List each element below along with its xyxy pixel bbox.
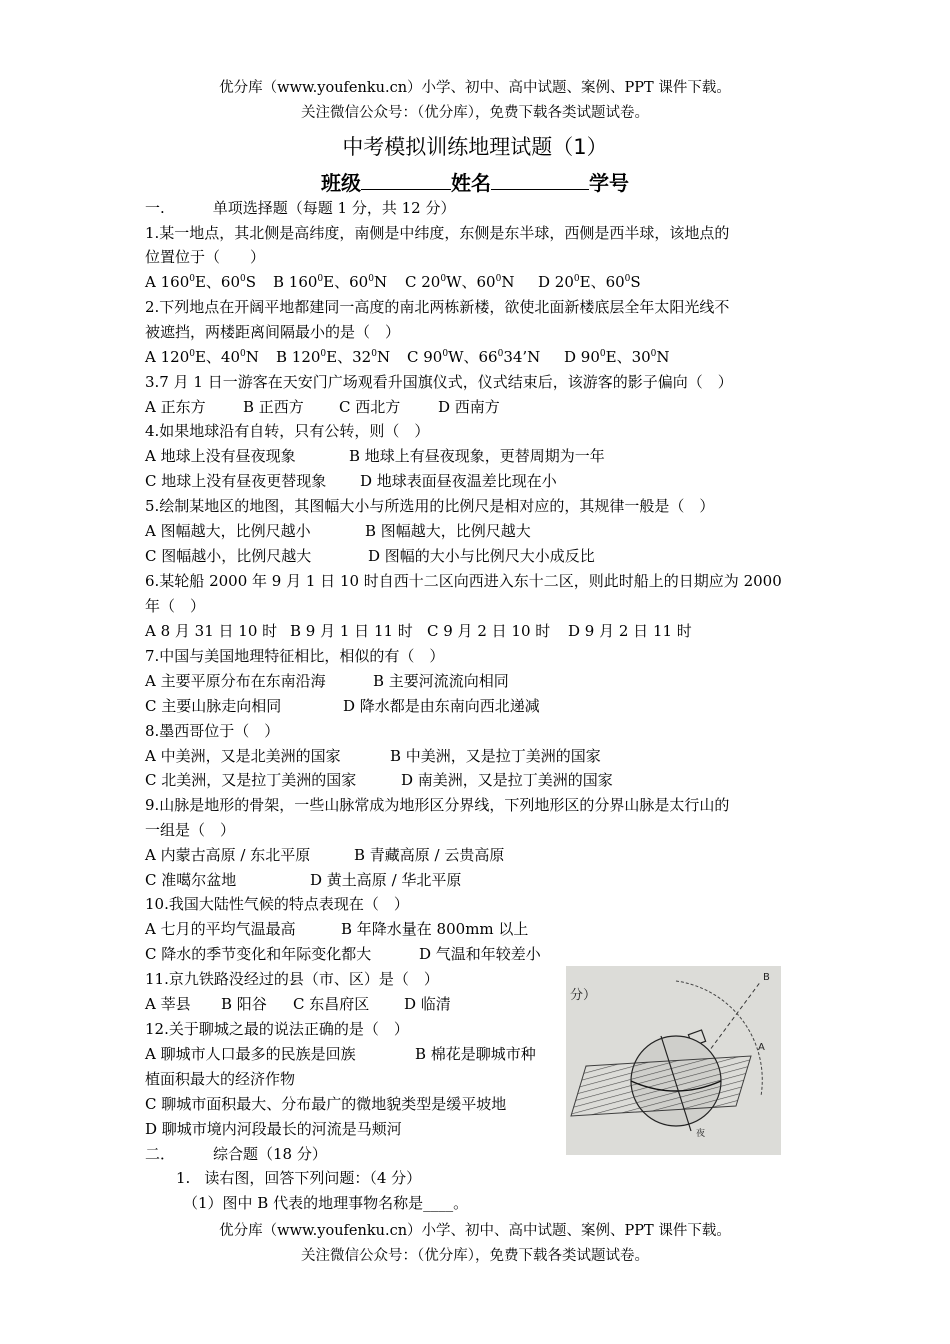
option-b[interactable]: B 阳谷 [221,995,267,1013]
option-a[interactable]: A $160^0E$、$60^0S$ [145,273,257,291]
option-b[interactable]: B $120^0E$、$32^0N$ [276,348,391,366]
question-7-line-1: 7.中国与美国地理特征相比，相似的有（ ） [145,647,445,665]
question-text: 读右图，回答下列问题：（4 分） [204,1169,422,1187]
earth-illumination-figure [566,966,781,1155]
class-blank[interactable] [361,171,451,190]
option-d[interactable]: D 9 月 2 日 11 时 [568,622,692,640]
question-5-line-1: 5.绘制某地区的地图，其图幅大小与所选用的比例尺是相对应的，其规律一般是（ ） [145,497,715,515]
option-c[interactable]: C 准噶尔盆地 [145,871,237,889]
option-d[interactable]: D 图幅的大小与比例尺大小成反比 [368,547,595,565]
question-6-line-2: 年（ ） [145,597,206,615]
question-12-options-row-1 [145,1043,536,1064]
option-a[interactable]: A 七月的平均气温最高 [145,920,296,938]
question-1-options [145,271,641,292]
class-label: 班级 [321,171,361,195]
section-title: 综合题（18 分） [213,1145,327,1163]
question-3-line-1: 3.7 月 1 日一游客在天安门广场观看升国旗仪式，仪式结束后，该游客的影子偏向（ ） [145,373,733,391]
option-b[interactable]: B 地球上有昼夜现象，更替周期为一年 [349,447,605,465]
question-6-options [145,620,692,641]
question-11-options [145,993,451,1014]
question-9-options-row-2 [145,869,461,890]
option-c[interactable]: C 9 月 2 日 10 时 [427,622,551,640]
option-c[interactable]: C 北美洲，又是拉丁美洲的国家 [145,771,357,789]
option-a[interactable]: A 地球上没有昼夜现象 [145,447,296,465]
question-9-line-1: 9.山脉是地形的骨架，一些山脉常成为地形区分界线，下列地形区的分界山脉是太行山的 [145,796,730,814]
question-4-options-row-2 [145,470,557,491]
section-number: 一. [145,199,165,217]
option-b[interactable]: B 图幅越大，比例尺越大 [365,522,531,540]
question-8-options-row-1 [145,745,601,766]
student-info-line [0,167,950,196]
option-c[interactable]: C 地球上没有昼夜更替现象 [145,472,327,490]
option-b[interactable]: B 正西方 [243,398,304,416]
question-5-options-row-2 [145,545,595,566]
question-7-options-row-2 [145,695,540,716]
option-d[interactable]: D 临清 [404,995,451,1013]
figure-drawing [566,966,781,1155]
option-c[interactable]: C 西北方 [339,398,401,416]
header-line-2: 关注微信公众号：（优分库），免费下载各类试题试卷。 [301,105,649,121]
option-d[interactable]: D 黄土高原 / 华北平原 [310,871,462,889]
footer-line-2: 关注微信公众号：（优分库），免费下载各类试题试卷。 [301,1248,649,1264]
id-label: 学号 [589,171,629,195]
label-b: B [763,972,770,983]
question-8-line-1: 8.墨西哥位于（ ） [145,722,280,740]
option-c[interactable]: C 降水的季节变化和年际变化都大 [145,945,372,963]
question-7-options-row-1 [145,670,509,691]
option-d[interactable]: D 降水都是由东南向西北递减 [343,697,540,715]
option-a[interactable]: A 正东方 [145,398,206,416]
question-2-line-1: 2.下列地点在开阔平地都建同一高度的南北两栋新楼，欲使北面新楼底层全年太阳光线不 [145,298,730,316]
option-c[interactable]: C 主要山脉走向相同 [145,697,282,715]
question-10-line-1: 10.我国大陆性气候的特点表现在（ ） [145,895,409,913]
header-line-1: 优分库（www.youfenku.cn）小学、初中、高中试题、案例、PPT 课件下载。 [219,80,731,96]
name-label: 姓名 [451,171,491,195]
question-9-options-row-1 [145,844,504,865]
question-number: 1. [176,1169,191,1187]
option-a[interactable]: A $120^0E$、$40^0N$ [145,348,259,366]
section-title: 单项选择题（每题 1 分，共 12 分） [212,199,456,217]
option-c[interactable]: C 东昌府区 [293,995,370,1013]
option-c[interactable]: C $20^0W$、$60^0N$ [405,273,515,291]
question-2-options [145,346,670,367]
option-d[interactable]: D 气温和年较差小 [419,945,541,963]
section-1-heading [145,197,456,218]
label-night: 夜 [696,1129,706,1139]
option-c[interactable]: C $90^0W$、$66^034’N$ [407,348,541,366]
option-d[interactable]: D 南美洲，又是拉丁美洲的国家 [401,771,613,789]
option-a[interactable]: A 主要平原分布在东南沿海 [145,672,326,690]
question-5-options-row-1 [145,520,531,541]
option-b[interactable]: B 年降水量在 800mm 以上 [341,920,529,938]
section-2-heading [145,1143,327,1164]
footer-line-1: 优分库（www.youfenku.cn）小学、初中、高中试题、案例、PPT 课件下载。 [219,1223,731,1239]
option-d[interactable]: D 西南方 [438,398,500,416]
question-4-line-1: 4.如果地球沿有自转，只有公转，则（ ） [145,422,430,440]
option-b[interactable]: B 中美洲，又是拉丁美洲的国家 [390,747,601,765]
option-b[interactable]: B 主要河流流向相同 [373,672,509,690]
section-number: 二． [145,1145,176,1163]
name-blank[interactable] [491,171,589,190]
question-12-line-1: 12.关于聊城之最的说法正确的是（ ） [145,1020,409,1038]
question-11-line-1: 11.京九铁路没经过的县（市、区）是（ ） [145,970,439,988]
question-10-options-row-1 [145,918,528,939]
question-12-option-b-continued: 植面积最大的经济作物 [145,1070,296,1088]
option-a[interactable]: A 聊城市人口最多的民族是回族 [145,1045,356,1063]
question-2-line-2: 被遮挡，两楼距离间隔最小的是（ ） [145,323,401,341]
question-9-line-2: 一组是（ ） [145,821,236,839]
question-3-options [145,396,500,417]
question-10-options-row-2 [145,943,541,964]
option-b[interactable]: B 青藏高原 / 云贵高原 [354,846,505,864]
option-b[interactable]: B $160^0E$、$60^0N$ [273,273,388,291]
figure-corner-label: 分） [570,988,597,1003]
question-1-line-2: 位置位于（ ） [145,248,266,266]
question-4-options-row-1 [145,445,605,466]
option-d[interactable]: D 聊城市境内河段最长的河流是马颊河 [145,1120,402,1138]
question-1-line-1: 1.某一地点，其北侧是高纬度，南侧是中纬度，东侧是东半球，西侧是西半球，该地点的 [145,224,730,242]
comprehensive-question-1-sub-1: （1）图中 B 代表的地理事物名称是____。 [183,1194,469,1212]
label-a: A [758,1042,765,1053]
question-6-line-1: 6.某轮船 2000 年 9 月 1 日 10 时自西十二区向西进入东十二区，则此时船上的日期应为 2000 [145,572,782,590]
page-title: 中考模拟训练地理试题（1） [342,135,608,159]
question-8-options-row-2 [145,769,613,790]
option-c[interactable]: C 聊城市面积最大、分布最广的微地貌类型是缓平坡地 [145,1095,507,1113]
option-d[interactable]: D $20^0E$、$60^0S$ [538,273,641,291]
option-c[interactable]: C 图幅越小，比例尺越大 [145,547,312,565]
option-d[interactable]: D $90^0E$、$30^0N$ [564,348,670,366]
option-b[interactable]: B 棉花是聊城市种 [415,1045,536,1063]
option-a[interactable]: A 图幅越大，比例尺越小 [145,522,311,540]
option-a[interactable]: A 莘县 [145,995,191,1013]
option-d[interactable]: D 地球表面昼夜温差比现在小 [360,472,557,490]
comprehensive-question-1 [176,1167,421,1188]
option-b[interactable]: B 9 月 1 日 11 时 [290,622,413,640]
shaded-plane [571,1056,751,1116]
option-a[interactable]: A 中美洲，又是北美洲的国家 [145,747,341,765]
option-a[interactable]: A 8 月 31 日 10 时 [145,622,278,640]
option-a[interactable]: A 内蒙古高原 / 东北平原 [145,846,311,864]
